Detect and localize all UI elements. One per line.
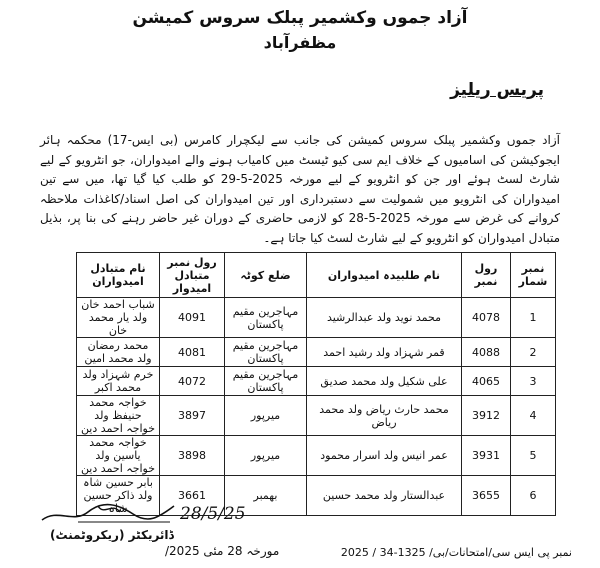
cell-alt-name: خرم شہزاد ولد محمد اکبر — [77, 367, 160, 396]
table-row — [77, 436, 556, 476]
cell-district: مہاجرین مقیم پاکستان — [225, 298, 307, 338]
press-release-heading: پریس ریلیز — [450, 80, 544, 100]
cell-name: عبدالستار ولد محمد حسین — [307, 476, 462, 516]
header-name: نام طلبیدہ امیدواران — [307, 253, 462, 298]
cell-district: بھمبر — [225, 476, 307, 516]
header-alt-roll: رول نمبر متبادل امیدوار — [160, 253, 225, 298]
cell-name: قمر شہزاد ولد رشید احمد — [307, 338, 462, 367]
city-title: مظفرآباد — [263, 33, 337, 52]
table-row — [77, 298, 556, 338]
cell-alt-roll: 4091 — [160, 298, 225, 338]
cell-roll: 4065 — [462, 367, 511, 396]
cell-roll: 3655 — [462, 476, 511, 516]
cell-name: محمد حارث ریاض ولد محمد ریاض — [307, 396, 462, 436]
cell-serial: 1 — [511, 298, 556, 338]
table-row — [77, 396, 556, 436]
cell-roll: 4078 — [462, 298, 511, 338]
cell-name: عمر انیس ولد اسرار محمود — [307, 436, 462, 476]
cell-alt-roll: 3661 — [160, 476, 225, 516]
cell-alt-name: بابر حسین شاہ ولد ذاکر حسین شاہ — [77, 476, 160, 516]
cell-alt-name: محمد رمضان ولد محمد امین — [77, 338, 160, 367]
cell-serial: 6 — [511, 476, 556, 516]
cell-district: میرپور — [225, 436, 307, 476]
cell-roll: 3931 — [462, 436, 511, 476]
cell-roll: 3912 — [462, 396, 511, 436]
cell-alt-roll: 4081 — [160, 338, 225, 367]
cell-alt-name: خواجہ محمد حنیفظ ولد خواجہ احمد دین — [77, 396, 160, 436]
cell-alt-name: شباب احمد خان ولد یار محمد خان — [77, 298, 160, 338]
release-body: آزاد جموں وکشمیر پبلک سروس کمیشن کی جانب سے لیکچرار کامرس (بی ایس-17) محکمہ ہائر ایجوکیشن کی اسامیوں کے خلاف ایم سی کیو ٹیسٹ میں کامیاب ہونے والے امیدواران، جو انٹرویو کے لیے شارٹ لسٹ ہوئے اور جن کو انٹرویو کے لیے مورخہ 2025-5-29 کو طلب کیا گیا تھا، میں سے تین امیدواران کی انٹرویو میں شمولیت سے دستبرداری اور تین امیدواران کی اصل اسناد/کاغذات ملاحظہ کروانے کی غرض سے مورخہ 2025-5-28 کو لازمی حاضری کے دوران غیر حاضر رہنے کی بنا پر، بذیل متبادل امیدواران کو انٹرویو کے لیے شارٹ لسٹ کیا جاتا ہے۔ — [40, 133, 561, 245]
commission-title: آزاد جموں وکشمیر پبلک سروس کمیشن — [132, 8, 468, 28]
cell-name: علی شکیل ولد محمد صدیق — [307, 367, 462, 396]
header-district: ضلع کوٹہ — [225, 253, 307, 298]
reference-number: نمبر پی ایس سی/امتحانات/بی/ 1325-34 / 2025 — [340, 546, 572, 559]
header-roll: رول نمبر — [462, 253, 511, 298]
cell-serial: 3 — [511, 367, 556, 396]
cell-alt-roll: 3898 — [160, 436, 225, 476]
table-header-row — [77, 253, 556, 298]
header-alt-name: نام متبادل امیدواران — [77, 253, 160, 298]
director-title: ڈائریکٹر (ریکروٹمنٹ) — [50, 528, 174, 542]
cell-alt-name: خواجہ محمد یاسین ولد خواجہ احمد دین — [77, 436, 160, 476]
cell-alt-roll: 4072 — [160, 367, 225, 396]
signature-date: 28/5/25 — [180, 504, 246, 524]
cell-district: مہاجرین مقیم پاکستان — [225, 367, 307, 396]
table-row — [77, 367, 556, 396]
issue-date: مورخہ 28 مئی 2025/ — [165, 544, 280, 558]
signature-icon — [38, 498, 178, 528]
cell-roll: 4088 — [462, 338, 511, 367]
cell-district: مہاجرین مقیم پاکستان — [225, 338, 307, 367]
cell-serial: 2 — [511, 338, 556, 367]
cell-name: محمد نوید ولد عبدالرشید — [307, 298, 462, 338]
cell-serial: 4 — [511, 396, 556, 436]
table-row — [77, 338, 556, 367]
cell-serial: 5 — [511, 436, 556, 476]
cell-district: میرپور — [225, 396, 307, 436]
candidates-table — [76, 252, 556, 516]
cell-alt-roll: 3897 — [160, 396, 225, 436]
header-serial: نمبر شمار — [511, 253, 556, 298]
